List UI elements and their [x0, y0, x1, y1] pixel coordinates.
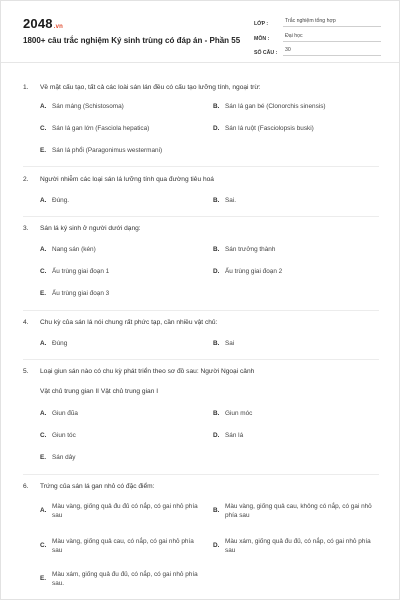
option-letter: B.: [213, 340, 220, 347]
option-letter: E.: [40, 575, 47, 583]
option-letter: B.: [213, 103, 220, 110]
option-a[interactable]: [40, 103, 124, 112]
option-letter: C.: [40, 432, 47, 439]
document-title: 1800+ câu trắc nghiệm Ký sinh trùng có đáp án - Phần 55: [23, 36, 241, 45]
option-text: Nang sán (kén): [52, 246, 96, 253]
option-letter: B.: [213, 246, 220, 253]
option-b[interactable]: [213, 246, 275, 255]
option-text: Sai.: [225, 197, 237, 204]
meta-label: MÔN :: [254, 35, 270, 42]
option-letter: B.: [213, 507, 220, 515]
meta-value: Đại học: [283, 33, 381, 42]
option-text: Sán lá: [225, 432, 244, 439]
question-6: [23, 482, 379, 491]
question-2: [23, 175, 379, 184]
option-text: Đúng.: [52, 197, 70, 204]
question-divider: [23, 310, 379, 311]
option-letter: D.: [213, 432, 220, 439]
site-logo[interactable]: [23, 16, 63, 31]
option-letter: A.: [40, 197, 47, 204]
question-stem: [23, 482, 379, 491]
option-letter: A.: [40, 340, 47, 347]
meta-label: SỐ CÂU :: [254, 50, 278, 56]
question-stem: [23, 175, 379, 184]
option-letter: D.: [213, 125, 220, 132]
option-letter: B.: [213, 410, 220, 417]
question-number: 4.: [23, 319, 29, 326]
option-a[interactable]: [40, 246, 96, 255]
option-letter: A.: [40, 103, 47, 110]
option-d[interactable]: [213, 125, 314, 134]
question-divider: [23, 359, 379, 360]
question-divider: [23, 166, 379, 167]
option-text: Ấu trùng giai đoạn 2: [225, 268, 283, 275]
option-text: Giun đũa: [52, 410, 78, 417]
option-text: Ấu trùng giai đoạn 1: [52, 268, 110, 275]
logo-tld: .vn: [53, 24, 64, 30]
option-letter: E.: [40, 290, 47, 297]
question-text: Sán lá ký sinh ở người dưới dạng:: [40, 225, 141, 232]
question-number: 1.: [23, 84, 29, 91]
option-b[interactable]: [213, 340, 234, 349]
document-meta: [254, 14, 381, 58]
meta-row-count: [254, 43, 381, 56]
option-c[interactable]: [40, 432, 76, 441]
option-e[interactable]: [40, 290, 109, 299]
meta-row-subject: [254, 29, 381, 42]
option-letter: A.: [40, 410, 47, 417]
meta-value: Trắc nghiệm tổng hợp: [283, 18, 381, 27]
question-1: [23, 83, 379, 92]
question-text-continued: Vật chủ trung gian II Vật chủ trung gian I: [40, 388, 159, 395]
option-text: Sán lá phổi (Paragonimus westermani): [52, 147, 163, 154]
option-b[interactable]: [213, 410, 252, 419]
option-text: Giun tóc: [52, 432, 76, 439]
question-stem: [23, 318, 379, 327]
question-divider: [23, 216, 379, 217]
option-d[interactable]: [213, 538, 378, 555]
option-text: Sán lá ruột (Fasciolopsis buski): [225, 125, 314, 132]
question-4: [23, 318, 379, 327]
question-stem: [23, 367, 379, 376]
option-text: Màu xám, giống quả đu đủ, có nắp, có gai nhỏ phía sau.: [52, 571, 198, 587]
meta-label: LỚP :: [254, 21, 269, 27]
option-letter: E.: [40, 454, 47, 461]
option-a[interactable]: [40, 340, 67, 349]
question-stem: [23, 83, 379, 92]
option-text: Ấu trùng giai đoạn 3: [52, 290, 110, 297]
question-stem: [23, 224, 379, 233]
option-text: Sán máng (Schistosoma): [52, 103, 124, 110]
option-text: Sán lá gan lớn (Fasciola hepatica): [52, 125, 150, 132]
question-text: Loại giun sán nào có chu kỳ phát triển theo sơ đồ sau: Người Ngoại cảnh: [40, 368, 255, 375]
option-letter: C.: [40, 268, 47, 275]
question-divider: [23, 474, 379, 475]
question-number: 2.: [23, 176, 29, 183]
option-b[interactable]: [213, 503, 378, 520]
option-b[interactable]: [213, 197, 236, 206]
option-text: Màu vàng, giống quả cau, không có nắp, có gai nhỏ phía sau: [225, 503, 372, 519]
option-text: Sai: [225, 340, 235, 347]
option-c[interactable]: [40, 268, 109, 277]
option-letter: D.: [213, 268, 220, 275]
document-header: [1, 1, 399, 63]
meta-value: 30: [283, 47, 381, 56]
meta-row-class: [254, 14, 381, 27]
option-e[interactable]: [40, 571, 205, 588]
option-a[interactable]: [40, 197, 69, 206]
option-e[interactable]: [40, 147, 162, 156]
option-letter: A.: [40, 507, 47, 515]
option-text: Đúng: [52, 340, 68, 347]
option-text: Màu xám, giống quả đu đủ, có nắp, có gai nhỏ phía sau: [225, 538, 371, 554]
question-text: Về mặt cấu tạo, tất cả các loài sán lán đều có cấu tạo lưỡng tính, ngoại trừ:: [40, 84, 261, 91]
logo-text: 2048: [23, 16, 53, 31]
option-text: Sán lá gan bé (Clonorchis sinensis): [225, 103, 326, 110]
question-3: [23, 224, 379, 233]
question-number: 6.: [23, 483, 29, 490]
question-text: Người nhiễm các loại sán lá lưỡng tính qua đường tiêu hoá: [40, 176, 214, 183]
option-letter: B.: [213, 197, 220, 204]
option-text: Sán trưởng thành: [225, 246, 276, 253]
option-d[interactable]: [213, 432, 243, 441]
option-a[interactable]: [40, 503, 205, 520]
question-5-continuation: [40, 388, 379, 395]
option-b[interactable]: [213, 103, 326, 112]
question-number: 3.: [23, 225, 29, 232]
option-letter: E.: [40, 147, 47, 154]
option-text: Màu vàng, giống quả đu đủ có nắp, có gai nhỏ phía sau: [52, 503, 198, 519]
option-a[interactable]: [40, 410, 78, 419]
option-text: Sán dây: [52, 454, 76, 461]
option-c[interactable]: [40, 125, 149, 134]
option-letter: D.: [213, 542, 220, 550]
option-letter: C.: [40, 542, 47, 550]
option-d[interactable]: [213, 268, 282, 277]
question-number: 5.: [23, 368, 29, 375]
question-text: Chu kỳ của sán lá nói chung rất phức tạp, cần nhiều vật chủ:: [40, 319, 218, 326]
option-letter: A.: [40, 246, 47, 253]
option-text: Giun móc: [225, 410, 253, 417]
option-e[interactable]: [40, 454, 75, 463]
option-text: Màu vàng, giống quả cau, có nắp, có gai nhỏ phía sau: [52, 538, 194, 554]
question-5: [23, 367, 379, 376]
question-text: Trứng của sán lá gan nhỏ có đặc điểm:: [40, 483, 155, 490]
option-letter: C.: [40, 125, 47, 132]
option-c[interactable]: [40, 538, 205, 555]
